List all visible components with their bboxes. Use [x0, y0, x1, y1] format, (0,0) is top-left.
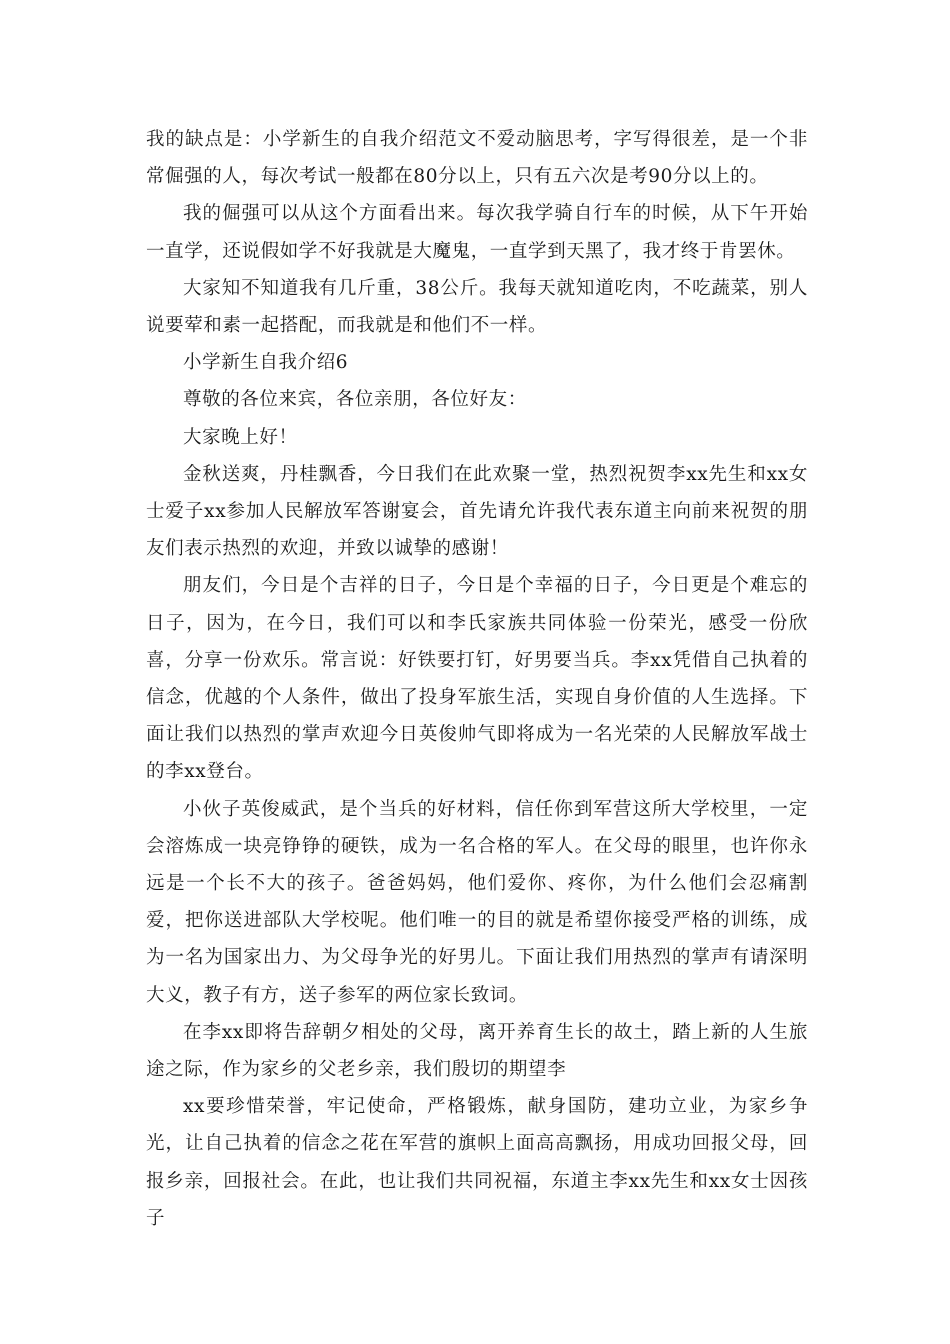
paragraph-10: 在李xx即将告辞朝夕相处的父母，离开养育生长的故土，踏上新的人生旅途之际，作为家乡的父老乡亲，我们殷切的期望李	[146, 1021, 808, 1081]
paragraph-1: 我的缺点是：小学新生的自我介绍范文不爱动脑思考，字写得很差，是一个非常倔强的人，每次考试一般都在80分以上，只有五六次是考90分以上的。	[146, 129, 808, 188]
greeting: 大家晚上好！	[183, 426, 298, 448]
paragraph-8: 朋友们，今日是个吉祥的日子，今日是个幸福的日子，今日更是个难忘的日子，因为，在今日，我们可以和李氏家族共同体验一份荣光，感受一份欣喜，分享一份欢乐。常言说：好铁要打钉，好男要当兵。李xx凭借自己执着的信念，优越的个人条件，做出了投身军旅生活，实现自身价值的人生选择。下面让我们以热烈的掌声欢迎今日英俊帅气即将成为一名光荣的人民解放军战士的李xx登台。	[146, 575, 808, 783]
paragraph-9: 小伙子英俊威武，是个当兵的好材料，信任你到军营这所大学校里，一定会溶炼成一块亮铮铮的硬铁，成为一名合格的军人。在父母的眼里，也许你永远是一个长不大的孩子。爸爸妈妈，他们爱你、疼你，为什么他们会忍痛割爱，把你送进部队大学校呢。他们唯一的目的就是希望你接受严格的训练，成为一名为国家出力、为父母争光的好男儿。下面让我们用热烈的掌声有请深明大义，教子有方，送子参军的两位家长致词。	[146, 798, 808, 1006]
paragraph-3: 大家知不知道我有几斤重，38公斤。我每天就知道吃肉，不吃蔬菜，别人说要荤和素一起搭配，而我就是和他们不一样。	[146, 277, 808, 337]
paragraph-2: 我的倔强可以从这个方面看出来。每次我学骑自行车的时候，从下午开始一直学，还说假如学不好我就是大魔鬼，一直学到天黑了，我才终于肯罢休。	[146, 203, 808, 262]
salutation: 尊敬的各位来宾，各位亲朋，各位好友：	[183, 389, 527, 411]
section-heading: 小学新生自我介绍6	[183, 352, 349, 374]
paragraph-7: 金秋送爽，丹桂飘香，今日我们在此欢聚一堂，热烈祝贺李xx先生和xx女士爱子xx参加人民解放军答谢宴会，首先请允许我代表东道主向前来祝贺的朋友们表示热烈的欢迎，并致以诚挚的感谢！	[146, 463, 808, 560]
paragraph-11: xx要珍惜荣誉，牢记使命，严格锻炼，献身国防，建功立业，为家乡争光，让自己执着的信念之花在军营的旗帜上面高高飘扬，用成功回报父母，回报乡亲，回报社会。在此，也让我们共同祝福，东道主李xx先生和xx女士因孩子	[146, 1096, 808, 1229]
document-body	[146, 121, 808, 1237]
